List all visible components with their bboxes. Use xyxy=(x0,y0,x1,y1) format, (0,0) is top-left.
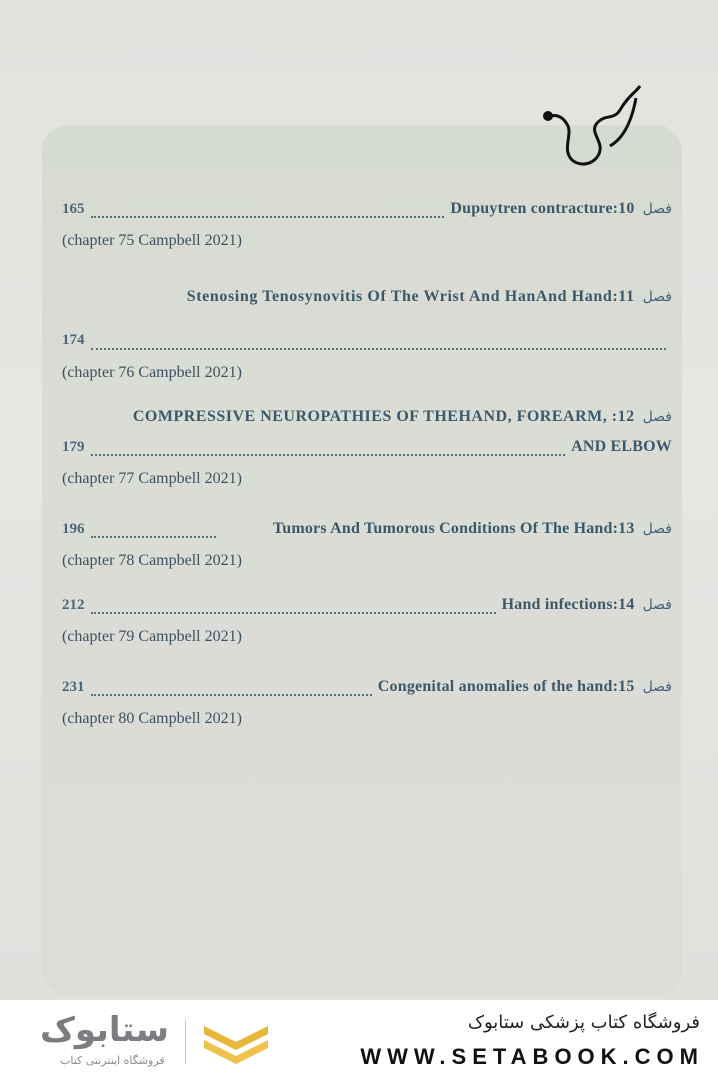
toc-entry xyxy=(62,596,672,646)
chapter-citation: (chapter 79 Campbell 2021) xyxy=(62,628,242,645)
chapter-citation: (chapter 80 Campbell 2021) xyxy=(62,710,242,727)
page-number: 212 xyxy=(62,597,85,613)
chapter-citation: (chapter 75 Campbell 2021) xyxy=(62,232,242,249)
chapter-citation: (chapter 76 Campbell 2021) xyxy=(62,364,242,381)
chapter-label: فصل xyxy=(642,521,672,537)
leader-dots xyxy=(91,612,496,614)
toc-entry xyxy=(62,408,672,488)
leader-dots xyxy=(91,694,372,696)
page-number: 231 xyxy=(62,679,85,695)
shop-url[interactable]: WWW.SETABOOK.COM xyxy=(360,1044,704,1069)
shop-name: فروشگاه کتاب پزشکی ستابوک xyxy=(467,1012,700,1033)
chapter-citation: (chapter 77 Campbell 2021) xyxy=(62,470,242,487)
chapter-label: فصل xyxy=(642,289,672,305)
chapter-label: فصل xyxy=(642,597,672,613)
chapter-title: COMPRESSIVE NEUROPATHIES OF THEHAND, FOREARM, :12 xyxy=(132,408,635,425)
chapter-citation: (chapter 78 Campbell 2021) xyxy=(62,552,242,569)
logo-divider xyxy=(185,1020,186,1064)
toc-entry xyxy=(62,288,672,382)
toc-entry xyxy=(62,520,672,570)
stethoscope-icon xyxy=(540,80,650,172)
book-stack-logo-icon xyxy=(200,1016,272,1068)
shop-banner xyxy=(0,1000,718,1080)
chapter-label: فصل xyxy=(642,679,672,695)
leader-dots xyxy=(91,454,566,456)
leader-dots xyxy=(91,216,445,218)
chapter-title-continued: AND ELBOW xyxy=(571,438,672,455)
toc-entry xyxy=(62,200,672,250)
chapter-title: Dupuytren contracture:10 xyxy=(450,200,635,217)
chapter-label: فصل xyxy=(642,201,672,217)
page-number: 174 xyxy=(62,332,85,348)
shop-logo-subtitle: فروشگاه اینترنتی کتاب xyxy=(60,1054,165,1067)
toc-entry xyxy=(62,678,672,728)
chapter-title: Hand infections:14 xyxy=(501,596,635,613)
leader-dots xyxy=(91,348,667,350)
page-number: 196 xyxy=(62,521,85,537)
chapter-title: Tumors And Tumorous Conditions Of The Hand:13 xyxy=(272,520,635,537)
page-number: 165 xyxy=(62,201,85,217)
chapter-title: Congenital anomalies of the hand:15 xyxy=(377,678,635,695)
leader-dots xyxy=(91,536,216,538)
page-number: 179 xyxy=(62,439,85,455)
chapter-title: Stenosing Tenosynovitis Of The Wrist And HanAnd Hand:11 xyxy=(186,288,635,305)
shop-logo-text: ستابوک xyxy=(40,1010,169,1050)
chapter-label: فصل xyxy=(642,409,672,425)
